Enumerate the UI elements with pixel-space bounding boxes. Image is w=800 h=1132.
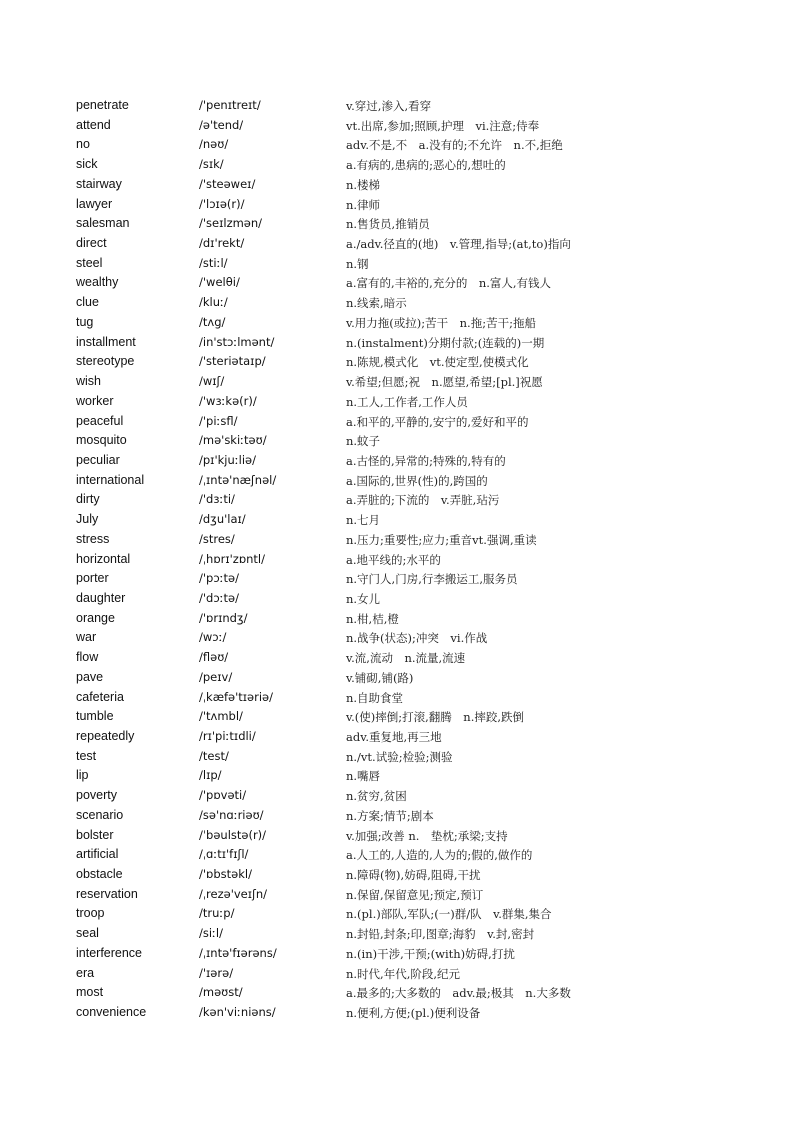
entry-definition: v.穿过,渗入,看穿 [346,99,432,113]
entry-definition: n.柑,桔,橙 [346,611,399,626]
entry-definition: a.人工的,人造的,人为的;假的,做作的 [346,848,533,863]
entry-phonetic: /truːp/ [199,906,235,921]
vocabulary-list [76,97,776,1024]
entry-definition: n.贫穷,贫困 [346,789,407,804]
entry-phonetic: /rɪ'piːtɪdli/ [199,729,256,743]
vocab-entry [76,590,776,610]
entry-definition: n.战争(状态);冲突 vi.作战 [346,631,488,646]
entry-word: dirty [76,492,100,507]
vocab-entry [76,629,776,649]
entry-phonetic: /'pɔːtə/ [199,571,239,586]
entry-definition: v.(使)摔倒;打滚,翻腾 n.摔跤,跌倒 [346,710,525,725]
entry-word: tumble [76,709,114,724]
entry-phonetic: /dʒu'laɪ/ [199,512,246,527]
entry-definition: n.工人,工作者,工作人员 [346,394,468,409]
entry-word: stairway [76,176,122,191]
entry-word: cafeteria [76,689,124,704]
entry-word: obstacle [76,867,123,882]
entry-word: steel [76,255,103,270]
entry-phonetic: /'dɜːti/ [199,492,235,507]
entry-definition: n.律师 [346,197,381,212]
entry-word: flow [76,650,99,665]
vocab-entry [76,570,776,590]
vocab-entry [76,728,776,748]
entry-word: porter [76,571,109,586]
entry-word: sick [76,157,98,172]
entry-definition: n.(in)干涉,干预;(with)妨碍,打扰 [346,946,515,961]
entry-phonetic: /nəʊ/ [199,137,229,152]
vocab-entry [76,452,776,472]
entry-phonetic: /'ɒbstəkl/ [199,867,252,882]
entry-word: wish [76,374,102,389]
entry-definition: n.封铅,封条;印,图章;海豹 v.封,密封 [346,927,535,942]
entry-word: interference [76,945,143,960]
entry-word: daughter [76,590,126,605]
entry-definition: a.古怪的,异常的;特殊的,特有的 [346,453,506,468]
entry-definition: n.蚊子 [346,434,381,449]
entry-word: peculiar [76,452,120,467]
entry-definition: a./adv.径直的(地) v.管理,指导;(at,to)指向 [346,237,571,252]
entry-definition: n./vt.试验;检验;测验 [346,749,453,764]
entry-word: most [76,985,104,1000]
entry-word: lip [76,768,89,783]
entry-phonetic: /mə'skiːtəʊ/ [199,433,267,448]
entry-definition: n.售货员,推销员 [346,217,430,232]
entry-word: stereotype [76,354,135,369]
entry-phonetic: /'dɔːtə/ [199,590,239,605]
vocab-entry [76,156,776,176]
entry-definition: a.有病的,患病的;恶心的,想吐的 [346,158,506,173]
entry-definition: n.楼梯 [346,177,381,192]
entry-definition: v.流,流动 n.流量,流速 [346,651,466,666]
entry-definition: n.(pl.)部队,军队;(一)群/队 v.群集,集合 [346,907,552,922]
entry-word: wealthy [76,275,119,290]
vocab-entry [76,531,776,551]
entry-phonetic: /ˌhɒrɪ'zɒntl/ [199,551,265,566]
vocab-entry [76,748,776,768]
entry-definition: n.方案;情节;剧本 [346,808,434,823]
vocab-entry [76,965,776,985]
entry-phonetic: /pɪ'kjuːliə/ [199,452,256,467]
entry-word: war [76,630,97,645]
vocab-entry [76,393,776,413]
entry-definition: n.便利,方便;(pl.)便利设备 [346,1006,481,1021]
entry-definition: vt.出席,参加;照顾,护理 vi.注意;侍奉 [346,118,540,133]
entry-word: convenience [76,1005,147,1020]
entry-definition: n.(instalment)分期付款;(连载的)一期 [346,335,545,350]
entry-definition: n.压力;重要性;应力;重音vt.强调,重读 [346,532,537,547]
entry-word: test [76,748,97,763]
entry-phonetic: /ˌɪntə'næʃnəl/ [199,472,277,487]
entry-definition: n.嘴唇 [346,769,381,784]
entry-phonetic: /in'stɔːlmənt/ [199,334,275,349]
entry-definition: n.守门人,门房,行李搬运工,服务员 [346,572,518,587]
entry-word: installment [76,334,136,349]
entry-phonetic: /'ɪərə/ [199,965,234,980]
entry-word: salesman [76,216,130,231]
entry-definition: a.国际的,世界(性)的,跨国的 [346,473,488,488]
entry-phonetic: /tʌg/ [199,314,226,329]
entry-word: clue [76,295,99,310]
entry-word: lawyer [76,196,113,211]
entry-definition: a.富有的,丰裕的,充分的 n.富人,有钱人 [346,276,552,291]
vocab-entry [76,274,776,294]
entry-word: international [76,472,145,487]
vocab-entry [76,117,776,137]
entry-word: peaceful [76,413,124,428]
entry-phonetic: /kluː/ [199,295,228,310]
entry-word: attend [76,117,111,132]
vocab-entry [76,491,776,511]
entry-word: no [76,137,90,152]
entry-definition: n.七月 [346,513,381,528]
entry-phonetic: /fləʊ/ [199,650,229,665]
entry-word: pave [76,669,104,684]
vocab-entry [76,314,776,334]
entry-word: mosquito [76,433,127,448]
vocab-entry [76,610,776,630]
vocab-entry [76,945,776,965]
vocab-entry [76,334,776,354]
vocab-entry [76,807,776,827]
vocab-entry [76,984,776,1004]
vocab-entry [76,413,776,433]
entry-phonetic: /peɪv/ [199,669,233,684]
entry-definition: adv.重复地,再三地 [346,730,442,744]
vocab-entry [76,511,776,531]
vocab-entry [76,215,776,235]
entry-phonetic: /'penɪtreɪt/ [199,98,261,112]
vocab-entry [76,708,776,728]
vocab-entry [76,689,776,709]
entry-phonetic: /test/ [199,748,229,763]
vocab-entry [76,669,776,689]
vocab-entry [76,827,776,847]
entry-phonetic: /dɪ'rekt/ [199,236,245,251]
entry-phonetic: /'steriətaɪp/ [199,354,266,369]
entry-phonetic: /ˌɪntə'fɪərəns/ [199,945,277,960]
entry-phonetic: /lɪp/ [199,768,222,783]
vocab-entry [76,886,776,906]
entry-word: troop [76,906,105,921]
entry-word: bolster [76,827,114,842]
vocab-entry [76,432,776,452]
entry-phonetic: /ˈbəulstə(r)/ [199,827,267,842]
entry-definition: n.线索,暗示 [346,296,407,311]
vocab-entry [76,255,776,275]
entry-word: worker [76,393,114,408]
entry-phonetic: /'lɔɪə(r)/ [199,196,245,211]
entry-phonetic: /ə'tend/ [199,117,244,132]
vocab-entry [76,551,776,571]
entry-phonetic: /ˌɑːtɪ'fɪʃl/ [199,847,249,862]
entry-phonetic: /'pɒvəti/ [199,788,247,803]
vocab-entry [76,97,776,117]
entry-definition: n.钢 [346,256,369,271]
entry-definition: v.铺砌,铺(路) [346,670,414,685]
vocab-entry [76,136,776,156]
entry-phonetic: /stiːl/ [199,255,228,270]
entry-phonetic: /wɔː/ [199,630,227,645]
entry-word: July [76,512,99,527]
entry-word: seal [76,926,99,941]
entry-definition: n.障碍(物),妨碍,阻碍,干扰 [346,868,481,883]
entry-phonetic: /siːl/ [199,926,224,941]
vocab-entry [76,1004,776,1024]
vocab-entry [76,866,776,886]
entry-word: stress [76,531,110,546]
entry-phonetic: /kən'viːniəns/ [199,1005,276,1020]
entry-definition: v.加强;改善 n. 垫枕;承梁;支持 [346,828,508,843]
entry-phonetic: /'steəweɪ/ [199,176,256,191]
entry-definition: n.女儿 [346,591,381,606]
entry-word: scenario [76,807,124,822]
entry-word: direct [76,236,107,251]
vocab-entry [76,846,776,866]
entry-phonetic: /'welθi/ [199,275,240,290]
entry-phonetic: /ˌrezə'veɪʃn/ [199,886,268,901]
entry-phonetic: /sə'nɑːriəʊ/ [199,807,264,822]
vocab-entry [76,905,776,925]
entry-word: poverty [76,788,117,803]
vocab-entry [76,649,776,669]
entry-definition: n.陈规,模式化 vt.使定型,使模式化 [346,355,529,370]
entry-definition: a.弄脏的;下流的 v.弄脏,玷污 [346,493,500,508]
entry-definition: a.和平的,平静的,安宁的,爱好和平的 [346,414,529,429]
vocab-entry [76,925,776,945]
vocab-entry [76,767,776,787]
entry-definition: v.用力拖(或拉);苦干 n.拖;苦干;拖船 [346,315,536,330]
vocab-entry [76,196,776,216]
entry-phonetic: /stres/ [199,531,235,546]
entry-phonetic: /'wɜːkə(r)/ [199,393,257,408]
vocab-entry [76,353,776,373]
entry-phonetic: /'ɒrɪndʒ/ [199,610,248,625]
vocab-entry [76,176,776,196]
entry-word: horizontal [76,551,131,566]
entry-definition: n.保留,保留意见;预定,预订 [346,887,484,902]
entry-definition: v.希望;但愿;祝 n.愿望,希望;[pl.]祝愿 [346,375,543,390]
entry-definition: n.时代,年代,阶段,纪元 [346,966,461,981]
entry-word: era [76,965,95,980]
entry-phonetic: /'tʌmbl/ [199,709,243,724]
entry-word: reservation [76,886,138,901]
entry-definition: a.最多的;大多数的 adv.最;极其 n.大多数 [346,986,571,1001]
entry-definition: adv.不是,不 a.没有的;不允许 n.不,拒绝 [346,138,563,153]
entry-definition: n.自助食堂 [346,690,404,705]
entry-phonetic: /sɪk/ [199,157,224,172]
entry-phonetic: /'seɪlzmən/ [199,216,263,231]
entry-phonetic: /ˌkæfə'tɪəriə/ [199,689,274,704]
entry-phonetic: /məʊst/ [199,985,243,1000]
vocab-entry [76,787,776,807]
entry-word: artificial [76,847,119,862]
entry-word: penetrate [76,98,129,112]
vocab-entry [76,294,776,314]
entry-word: orange [76,610,115,625]
entry-word: tug [76,314,94,329]
entry-phonetic: /wɪʃ/ [199,374,225,389]
entry-definition: a.地平线的;水平的 [346,552,441,567]
entry-word: repeatedly [76,729,135,743]
entry-phonetic: /'piːsfl/ [199,413,238,428]
vocab-entry [76,373,776,393]
vocab-entry [76,472,776,492]
vocab-entry [76,235,776,255]
